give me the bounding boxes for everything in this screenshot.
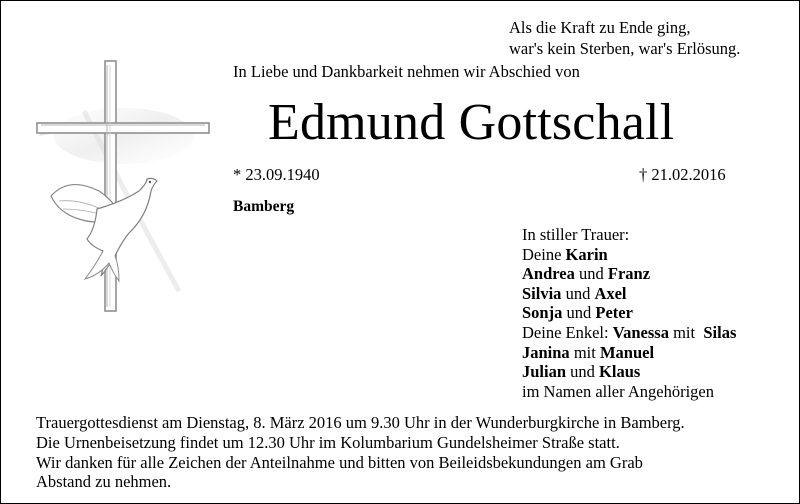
mourner-text: mit — [668, 322, 704, 342]
service-notice — [36, 413, 685, 492]
intro-text: In Liebe und Dankbarkeit nehmen wir Abschied von — [233, 62, 580, 81]
mourner-line — [522, 284, 736, 304]
mourner-text: und — [562, 303, 596, 323]
motto-line-2: war's kein Sterben, war's Erlösung. — [509, 39, 741, 58]
mourner-name: Vanessa — [612, 322, 669, 342]
mourner-line — [522, 264, 736, 284]
mourner-name: Julian — [522, 362, 567, 382]
mourner-name: Franz — [607, 264, 651, 284]
mourner-text: mit — [569, 342, 600, 362]
mourner-name: Manuel — [599, 342, 655, 362]
birth-date: * 23.09.1940 — [233, 165, 320, 184]
mourner-name: Karin — [565, 244, 608, 264]
mourner-name: Axel — [594, 283, 627, 303]
dove-icon — [51, 178, 157, 281]
notice-line-1: Trauergottesdienst am Dienstag, 8. März 2016 um 9.30 Uhr in der Wunderburgkirche in Bamberg. — [36, 413, 685, 432]
mourner-text: Deine Enkel: — [522, 322, 613, 342]
mourner-text: und — [561, 283, 595, 303]
mourner-name: Silvia — [522, 283, 562, 303]
death-date: † 21.02.2016 — [639, 165, 726, 184]
mourner-text: und — [574, 264, 608, 284]
mourner-name: Klaus — [599, 362, 641, 382]
mourner-text: und — [566, 362, 600, 382]
mourner-name: Peter — [595, 303, 633, 323]
mourner-line — [522, 303, 736, 323]
deceased-name: Edmund Gottschall — [268, 94, 675, 151]
notice-line-3: Wir danken für alle Zeichen der Anteilnahme und bitten von Beileidsbekundungen am Grab — [36, 452, 643, 472]
mourner-name: Silas — [703, 322, 737, 342]
notice-line-2: Die Urnenbeisetzung findet um 12.30 Uhr im Kolumbarium Gundelsheimer Straße statt. — [36, 432, 620, 452]
cross-with-dove-illustration — [29, 51, 219, 321]
mourner-line — [522, 343, 736, 363]
motto-verse — [509, 17, 740, 59]
mourners-closing: im Namen aller Angehörigen — [522, 381, 714, 401]
mourner-name: Sonja — [522, 303, 563, 323]
mourners-list — [522, 225, 736, 401]
mourner-text: Deine — [522, 244, 566, 264]
mourners-heading: In stiller Trauer: — [522, 225, 630, 244]
notice-line-4: Abstand zu nehmen. — [36, 472, 172, 492]
mourner-line — [522, 362, 736, 382]
mourner-name: Janina — [522, 342, 570, 362]
mourner-name: Andrea — [522, 264, 575, 284]
hometown: Bamberg — [233, 198, 295, 215]
mourner-line — [522, 245, 736, 265]
mourner-line — [522, 323, 736, 343]
motto-line-1: Als die Kraft zu Ende ging, — [509, 18, 691, 37]
